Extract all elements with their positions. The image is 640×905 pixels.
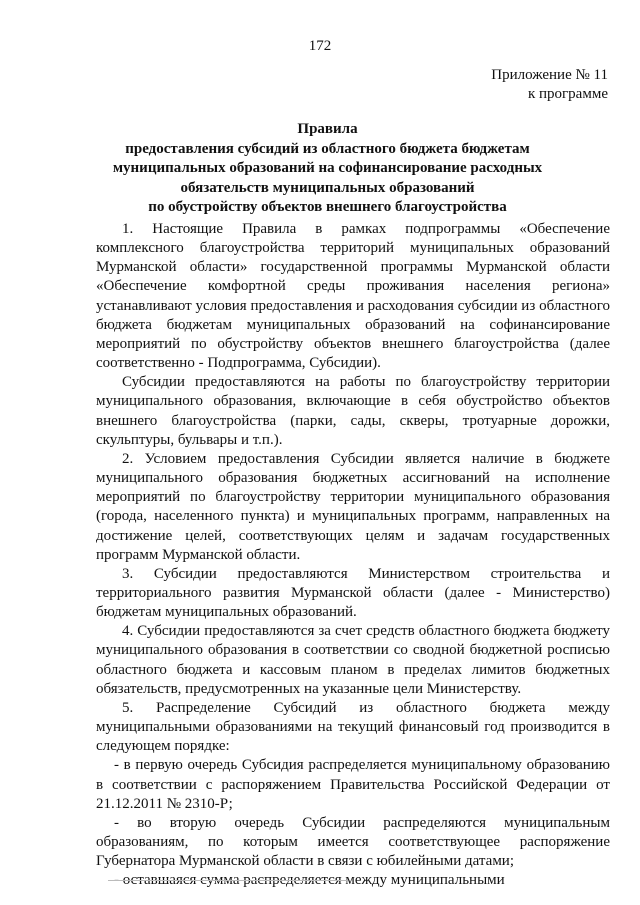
list-item-first-priority: - в первую очередь Субсидия распределяется муниципальному образованию в соответствии с распоряжением Правительства Российской Федерации от 21.12.2011 № 2310-Р; <box>96 757 610 812</box>
list-item-second-priority: - во вторую очередь Субсидии распределяются муниципальным образованиям, по которым имеется соответствующее распоряжение Губернатора Мурманской области в связи с юбилейными датами; <box>96 814 610 870</box>
paragraph-4: 4. Субсидии предоставляются за счет средств областного бюджета бюджету муниципального образования в соответствии со сводной бюджетной росписью областного бюджета и кассовым планом в пределах лимитов бюджетных обязательств, предусмотренных на указанные цели Министерству. <box>96 623 610 697</box>
document-title <box>60 120 595 218</box>
paragraph-1-subsidy-scope: Субсидии предоставляются на работы по благоустройству территории муниципального образования, включающие в себя обустройство объектов внешнего благоустройства (парки, сады, скверы, тротуарные дорожки, скульптуры, бульвары и т.п.). <box>96 374 610 448</box>
footer-rule <box>108 880 348 881</box>
appendix-line-1: Приложение № 11 <box>491 67 608 83</box>
title-line-2: предоставления субсидий из областного бюджета бюджетам <box>125 140 530 157</box>
page-number: 172 <box>308 38 332 54</box>
title-line-3: муниципальных образований на софинансирование расходных <box>112 160 543 177</box>
paragraph-3: 3. Субсидии предоставляются Министерством строительства и территориального развития Мурманской области (далее - Министерство) бюджетам муниципальных образований. <box>96 565 610 621</box>
title-line-5: по обустройству объектов внешнего благоустройства <box>148 199 507 216</box>
appendix-label <box>491 66 608 104</box>
list-item-remaining-sum: - оставшаяся сумма распределяется между муниципальными <box>114 872 505 889</box>
appendix-line-2: к программе <box>527 86 608 102</box>
title-line-4: обязательств муниципальных образований <box>180 179 475 196</box>
paragraph-1: 1. Настоящие Правила в рамках подпрограммы «Обеспечение комплексного благоустройства территорий муниципальных образований Мурманской области» государственной программы Мурманской области «Обеспечение комфортной среды проживания населения региона» устанавливают условия предоставления и расходования субсидии из областного бюджета бюджетам муниципальных образований на софинансирование мероприятий по обустройству объектов внешнего благоустройства (далее соответственно - Подпрограмма, Субсидии). <box>96 221 610 372</box>
document-body <box>96 220 610 890</box>
paragraph-5: 5. Распределение Субсидий из областного бюджета между муниципальными образованиями на текущий финансовый год производится в следующем порядке: <box>96 699 610 755</box>
title-line-1: Правила <box>297 121 358 137</box>
paragraph-2: 2. Условием предоставления Субсидии является наличие в бюджете муниципального образования бюджетных ассигнований на исполнение мероприятий по благоустройству территории муниципального образования (города, населенного пункта) и муниципальных программ, направленных на достижение целей, соответствующих целям и задачам государственных программ Мурманской области. <box>96 450 610 563</box>
